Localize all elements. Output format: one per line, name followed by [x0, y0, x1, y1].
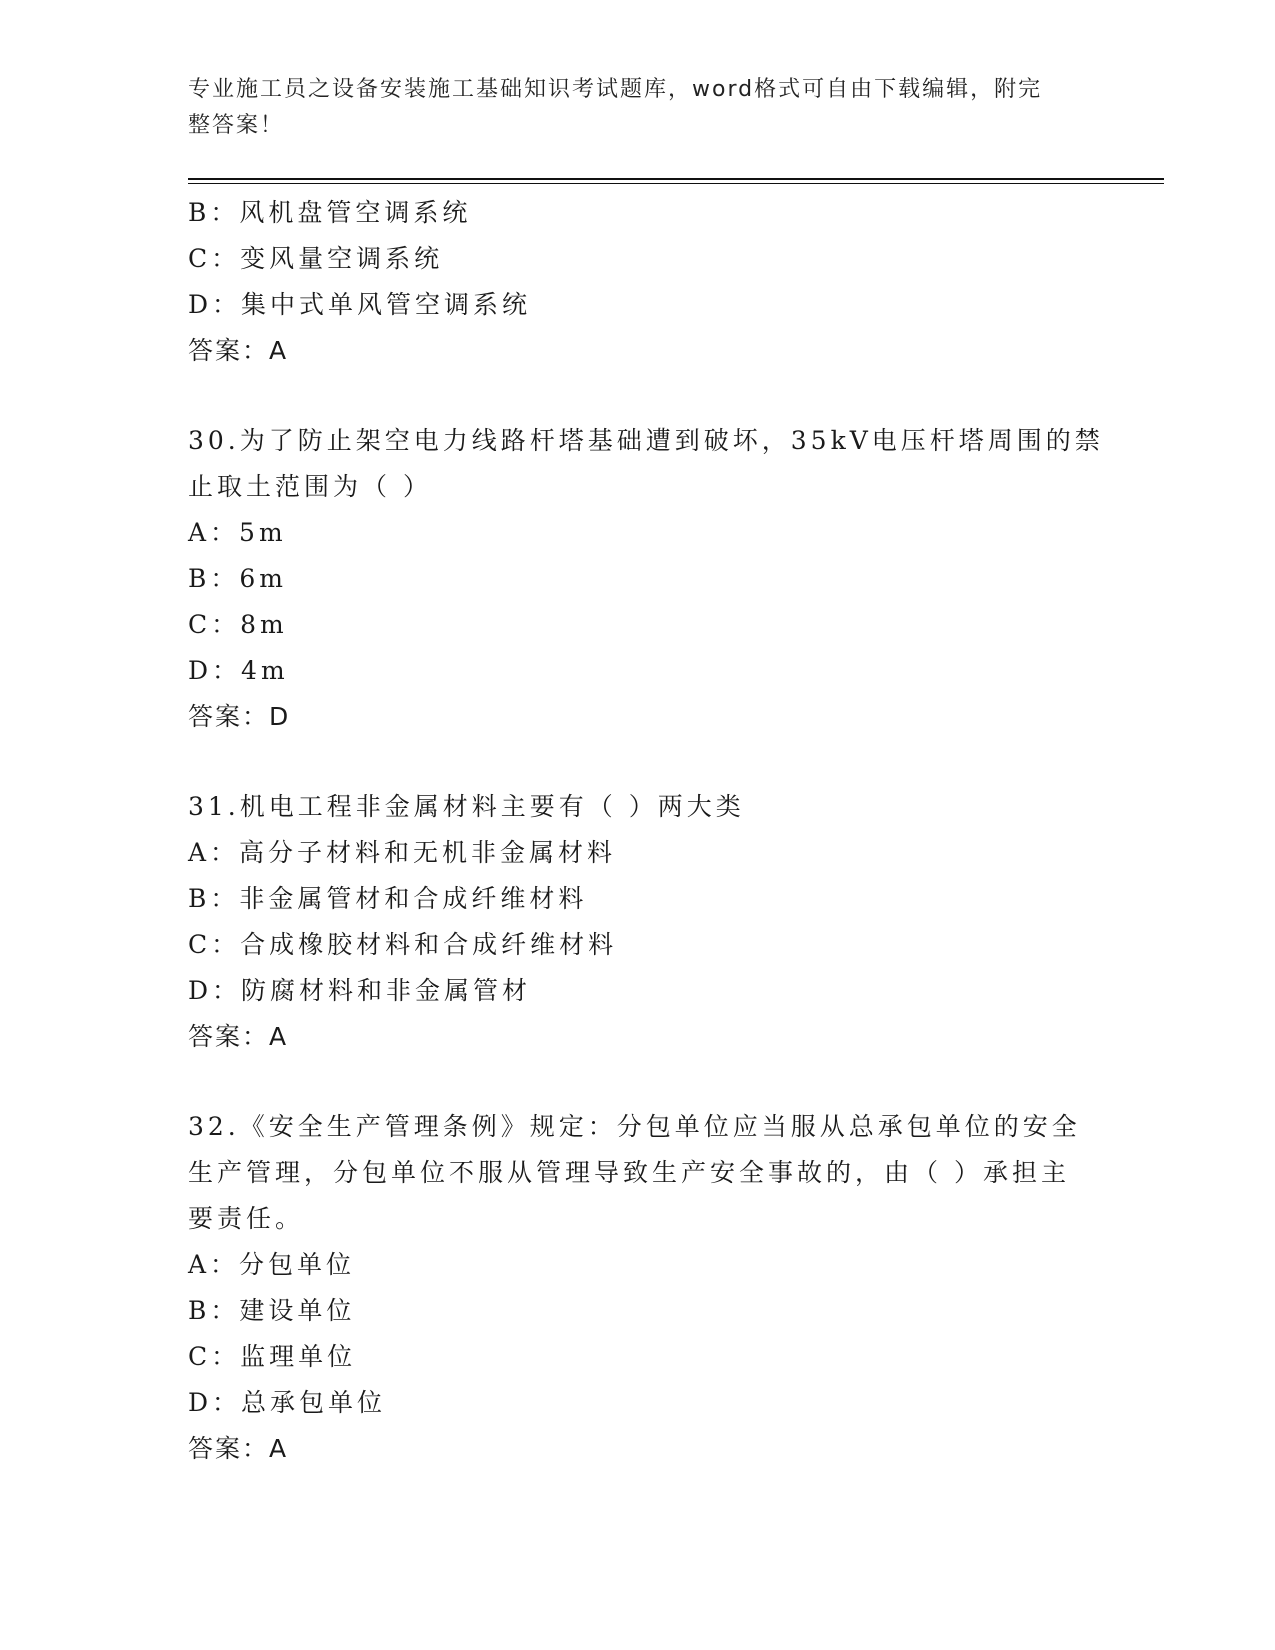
question-text-line: 31.机电工程非金属材料主要有（ ）两大类: [188, 792, 745, 821]
option-d: D：4m: [188, 656, 289, 685]
option-d: D：集中式单风管空调系统: [188, 290, 532, 319]
option-b: B：风机盘管空调系统: [188, 198, 472, 227]
option-c: C：8m: [188, 610, 288, 639]
option-b: B：6m: [188, 564, 287, 593]
previous-question-continuation: [188, 190, 1088, 374]
document-header: [188, 72, 1068, 144]
question-30: [188, 418, 1104, 740]
question-text-line: 生产管理，分包单位不服从管理导致生产安全事故的，由（ ）承担主: [188, 1158, 1070, 1187]
answer-line: 答案：A: [188, 336, 289, 365]
question-text-line: 30.为了防止架空电力线路杆塔基础遭到破坏，35kV电压杆塔周围的禁: [188, 426, 1104, 455]
option-a: A：分包单位: [188, 1250, 356, 1279]
header-rule-thin: [188, 183, 1164, 184]
option-c: C：合成橡胶材料和合成纤维材料: [188, 930, 618, 959]
option-c: C：变风量空调系统: [188, 244, 444, 273]
option-c: C：监理单位: [188, 1342, 357, 1371]
question-32: [188, 1104, 1088, 1472]
header-line-2: 整答案！: [188, 113, 285, 138]
option-d: D：总承包单位: [188, 1388, 387, 1417]
option-b: B：非金属管材和合成纤维材料: [188, 884, 588, 913]
question-text-line: 32.《安全生产管理条例》规定：分包单位应当服从总承包单位的安全: [188, 1112, 1081, 1141]
question-text-line: 要责任。: [188, 1204, 305, 1233]
answer-line: 答案：D: [188, 702, 291, 731]
header-line-1: 专业施工员之设备安装施工基础知识考试题库，word格式可自由下载编辑，附完: [188, 77, 1043, 102]
answer-line: 答案：A: [188, 1022, 289, 1051]
option-a: A：5m: [188, 518, 287, 547]
question-text-line: 止取土范围为（ ）: [188, 472, 432, 501]
header-rule-thick: [188, 178, 1164, 180]
option-d: D：防腐材料和非金属管材: [188, 976, 532, 1005]
option-a: A：高分子材料和无机非金属材料: [188, 838, 617, 867]
answer-line: 答案：A: [188, 1434, 289, 1463]
question-content: [188, 190, 1104, 1472]
question-31: [188, 784, 1088, 1060]
option-b: B：建设单位: [188, 1296, 356, 1325]
